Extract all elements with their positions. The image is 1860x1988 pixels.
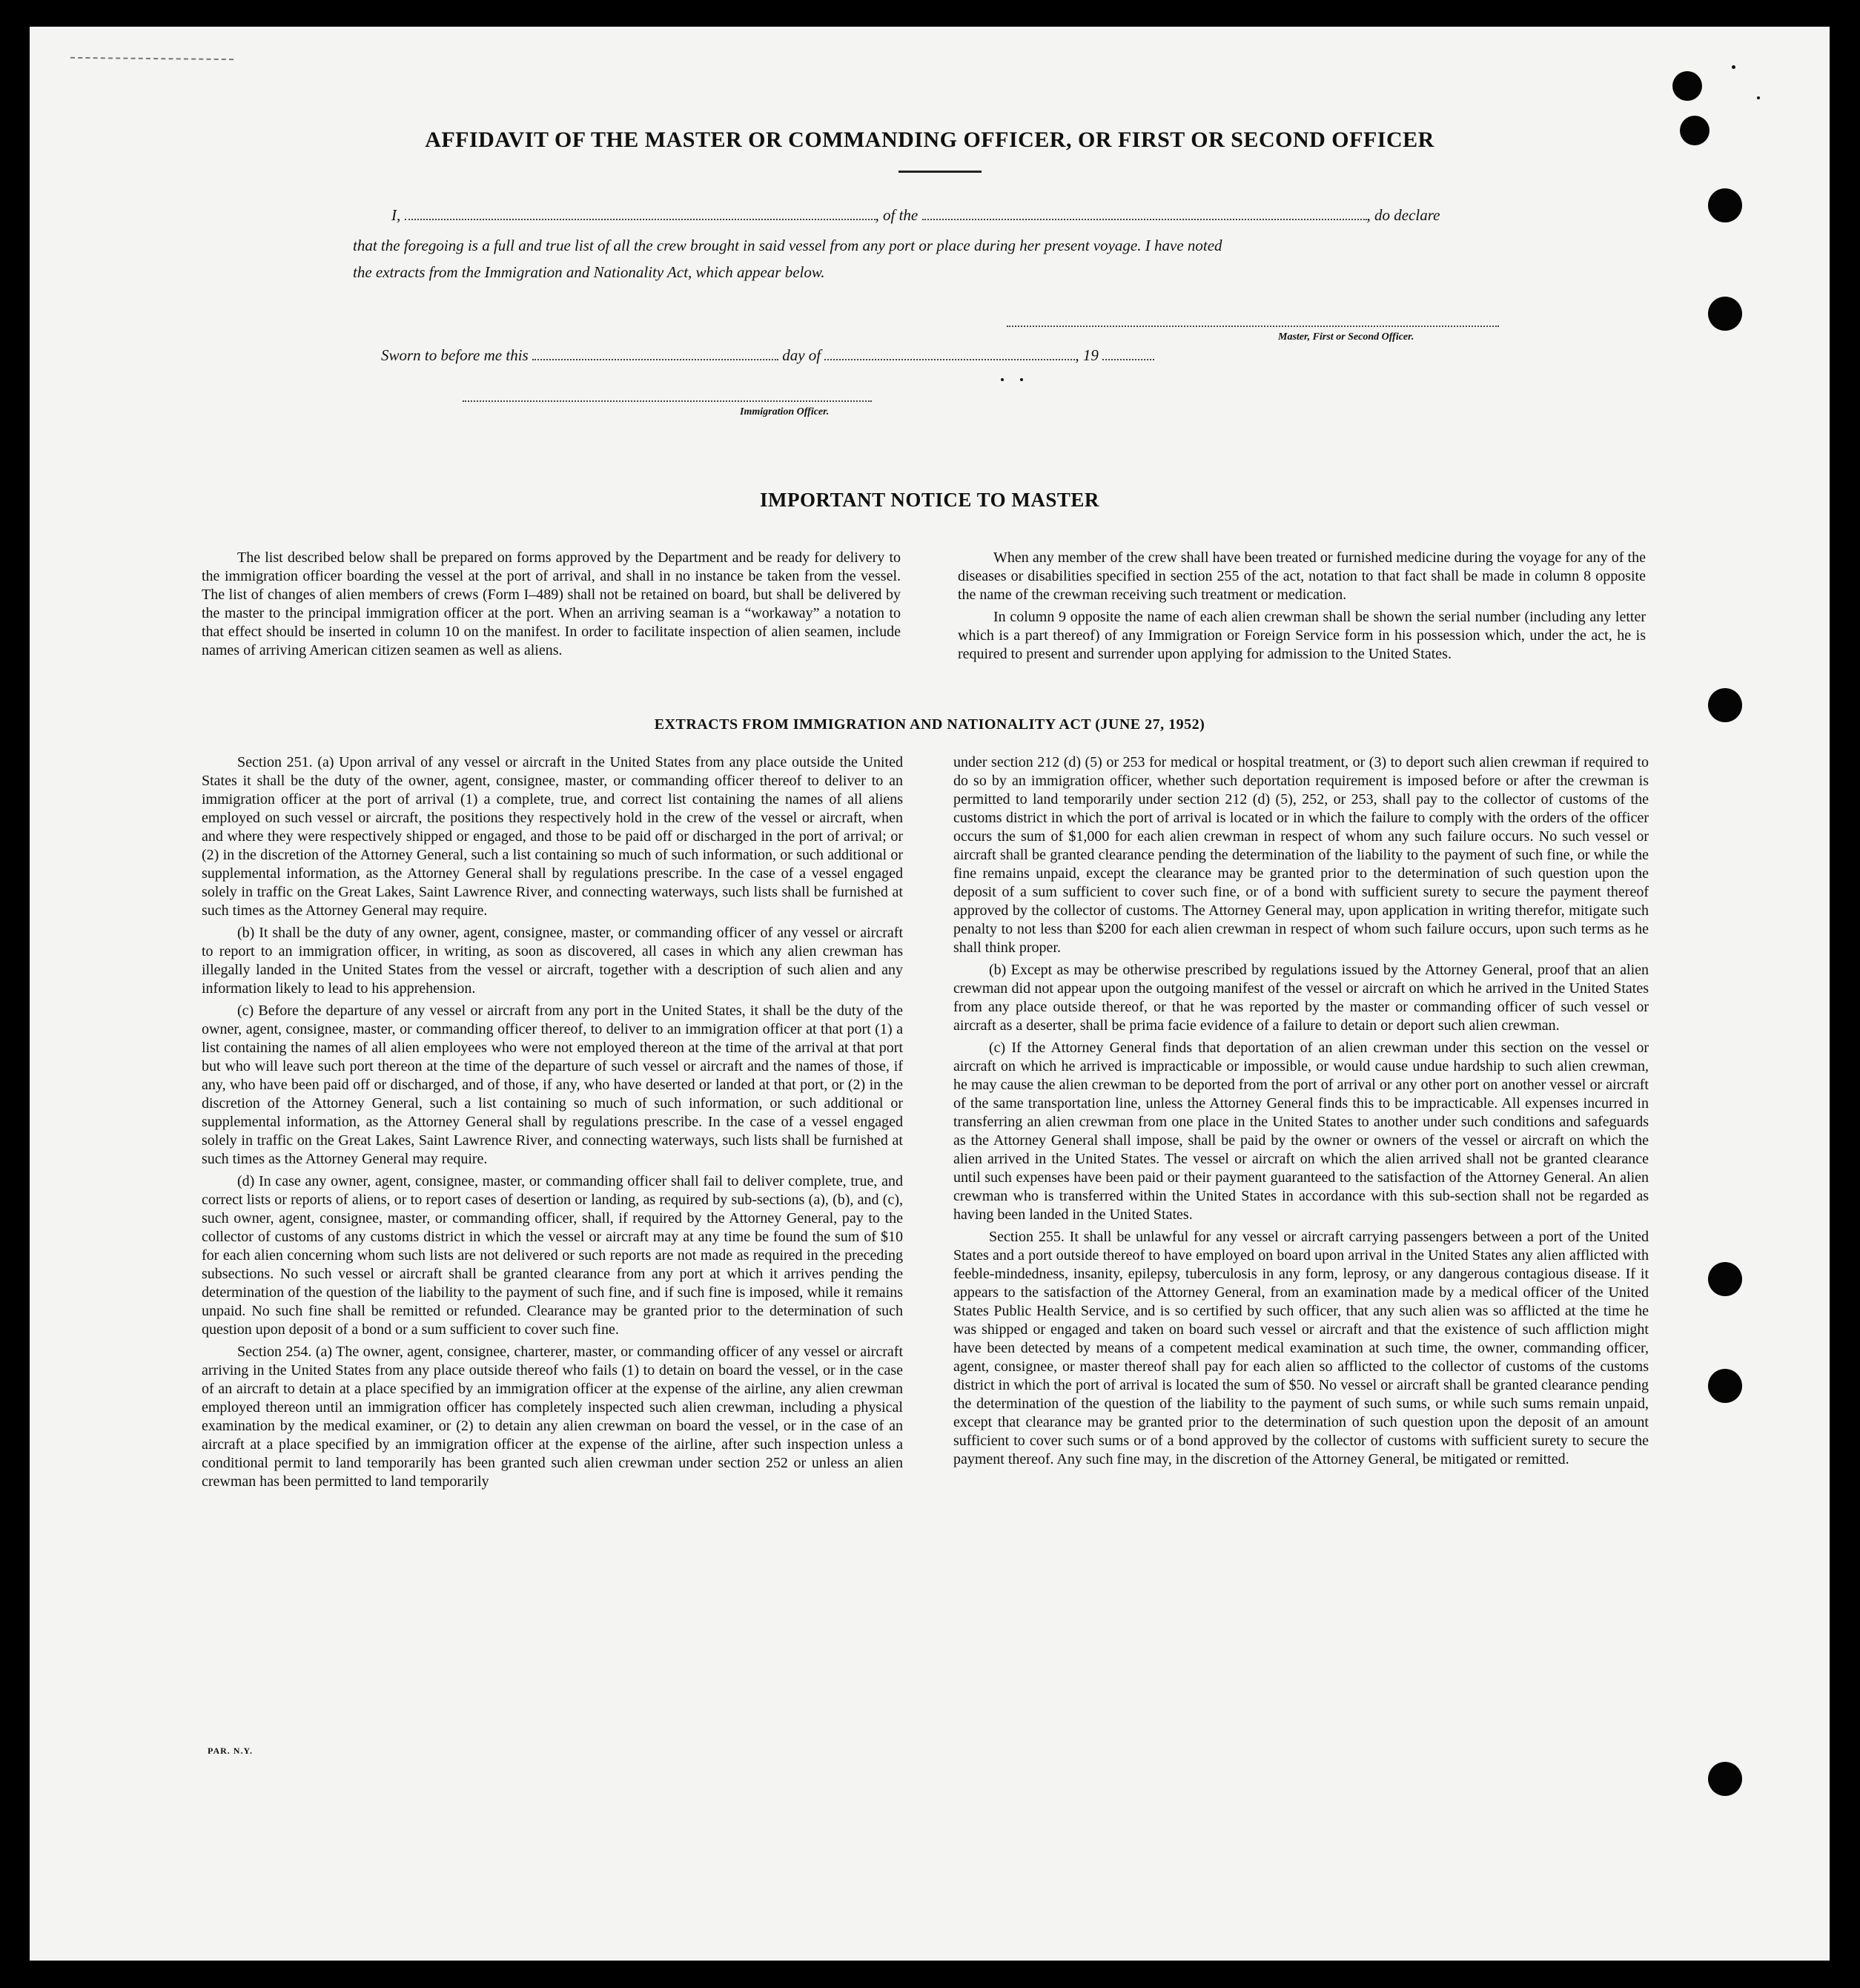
section-254a-continued: under section 212 (d) (5) or 253 for medical or hospital treatment, or (3) to deport such alien crewman if required to do so by an immigration officer, whether such deportation requirement is imposed before or after the crewman is permitted to land temporarily under section 212 (d) (5), 252, or 253, shall pay to the collector of customs of the customs district in which the port of arrival is located or in which the failure to comply with the orders of the officer occurs the sum of $1,000 for each alien crewman in respect of whom any such failure occurs. No such vessel or aircraft shall be granted clearance pending the determination of the liability to the payment of such fine, or while the fine remains unpaid, except the clearance may be granted prior to the determination of such question upon the deposit of a sum sufficient to cover such fine, or of a bond with sufficient surety to secure the payment thereof approved by the collector of customs. The Attorney General may, upon application in writing therefor, mitigate such penalty to not less than $200 for each alien crewman in respect of whom such failure occurs, upon such terms as he shall think proper. (953, 754, 1649, 956)
section-251a: Section 251. (a) Upon arrival of any vessel or aircraft in the United States from any place outside the United States it shall be the duty of the owner, agent, consignee, master, or commanding officer thereof to deliver to an immigration officer at the port of arrival (1) a complete, true, and correct list containing the names of all aliens employed on such vessel or aircraft, the positions they respectively hold in the crew of the vessel or aircraft, when and where they were respectively shipped or engaged, and those to be paid off or discharged in the port of arrival; or (2) in the discretion of the Attorney General, such a list containing so much of such information, or such additional or supplemental information, as the Attorney General shall by regulations prescribe. In the case of a vessel engaged solely in traffic on the Great Lakes, Saint Lawrence River, and connecting waterways, such lists shall be furnished at such times as the Attorney General may require. (202, 754, 903, 919)
day-of-label: day of (782, 346, 821, 364)
master-signature-field[interactable] (1007, 326, 1499, 327)
section-254a: Section 254. (a) The owner, agent, consignee, charterer, master, or commanding officer of any vessel or aircraft arriving in the United States from any place outside thereof who fails (1) to detain on board the vessel, or in the case of an aircraft to detain at a place specified by an immigration officer at the expense of the airline, any alien crewman employed thereon until an immigration officer has completely inspected such alien crewman, including a physical examination by the medical examiner, or (2) to detain any alien crewman on board the vessel, or in the case of an aircraft at a place specified by an immigration officer at the expense of the airline, after such inspection unless a conditional permit to land temporarily has been granted such alien crewman under section 252 or unless an alien crewman has been permitted to land temporarily (202, 1344, 903, 1490)
declarant-line (391, 206, 1440, 225)
vessel-name-field[interactable] (922, 208, 1367, 220)
sworn-line (381, 346, 1154, 365)
section-255: Section 255. It shall be unlawful for any vessel or aircraft carrying passengers between a port of the United States and a port outside thereof to have employed on board upon arrival in the United States any alien afflicted with feeble-mindedness, insanity, epilepsy, tuberculosis in any form, leprosy, or any dangerous contagious disease. If it appears to the satisfaction of the Attorney General, from an examination made by a medical officer of the United States Public Health Service, and is so certified by such officer, that any such alien was so afflicted at the time he was shipped or engaged and taken on board such vessel or aircraft and that the existence of such affliction might have been detected by means of a competent medical examination at such time, the owner, commanding officer, agent, consignee, or master thereof shall pay for each alien so afflicted to the collector of customs of the customs district in which the port of arrival is located the sum of $50. No vessel or aircraft shall be granted clearance pending the determination of the question of the liability to the payment of such sums, or while such sums remain unpaid, except that clearance may be granted prior to the determination of such question upon the deposit of an amount sufficient to cover such sums or of a bond approved by the collector of customs with sufficient surety to secure the payment thereof. Any such fine may, in the discretion of the Attorney General, be mitigated or remitted. (953, 1229, 1649, 1467)
punch-hole (1708, 1369, 1742, 1403)
declarant-prefix: I, (391, 206, 401, 224)
year-label: , 19 (1075, 346, 1099, 364)
punch-hole (1708, 1762, 1742, 1796)
affidavit-title: AFFIDAVIT OF THE MASTER OR COMMANDING OFFICER, OR FIRST OR SECOND OFFICER (425, 128, 1434, 152)
punch-hole (1708, 1262, 1742, 1296)
document-page (30, 27, 1830, 1961)
section-251c: (c) Before the departure of any vessel or aircraft from any port in the United States, it shall be the duty of the owner, agent, consignee, master, or commanding officer thereof, to deliver to an immigration officer at that port (1) a list containing the names of all alien employees who were not employed thereon at the time of the arrival at that port but who will leave such port thereon at the time of the departure of such vessel or aircraft and the names of those, if any, who have been paid off or discharged, and of those, if any, who have deserted or landed at that port, or (2) in the discretion of the Attorney General, such a list containing so much of such information, or such additional or supplemental information, as the Attorney General shall by regulations prescribe. In the case of a vessel engaged solely in traffic on the Great Lakes, Saint Lawrence River, and connecting waterways, such lists shall be furnished at such times as the Attorney General may require. (202, 1003, 903, 1167)
punch-hole (1680, 116, 1710, 145)
do-declare-label: , do declare (1366, 206, 1440, 224)
pencil-mark (70, 57, 234, 65)
extracts-left-column (202, 753, 903, 1495)
punch-hole (1708, 688, 1742, 722)
notice-left-column (202, 549, 901, 664)
title-rule (898, 171, 982, 173)
sworn-day-field[interactable] (532, 349, 778, 360)
notice-right-column (958, 549, 1646, 667)
scan-speck (1732, 65, 1735, 69)
extracts-right-column (953, 753, 1649, 1473)
declarant-name-field[interactable] (405, 208, 876, 220)
section-254b: (b) Except as may be otherwise prescribed by regulations issued by the Attorney General, proof that an alien crewman did not appear upon the outgoing manifest of the vessel or aircraft on which he arrived in the United States from any place outside thereof, or that he was reported by the master or commanding officer of such vessel or aircraft as a deserter, shall be prima facie evidence of a failure to detain or deport such alien crewman. (953, 962, 1649, 1034)
affidavit-statement-line: that the foregoing is a full and true list of all the crew brought in said vessel from any port or place during her present voyage. I have noted (353, 237, 1222, 254)
section-251b: (b) It shall be the duty of any owner, agent, consignee, master, or commanding officer of any vessel or aircraft to report to an immigration officer, in writing, as soon as discovered, all cases in which any alien crewman has illegally landed in the United States from the vessel or aircraft, together with a description of such alien and any information likely to lead to his apprehension. (202, 925, 903, 997)
officer-signature-caption: Immigration Officer. (740, 406, 830, 417)
sworn-prefix: Sworn to before me this (381, 346, 529, 364)
of-the-label: , of the (875, 206, 919, 224)
scan-speck (1020, 378, 1023, 381)
scan-speck (1757, 96, 1760, 99)
master-signature-caption: Master, First or Second Officer. (1278, 331, 1414, 343)
extracts-title: EXTRACTS FROM IMMIGRATION AND NATIONALITY ACT (JUNE 27, 1952) (654, 716, 1205, 733)
notice-title: IMPORTANT NOTICE TO MASTER (760, 489, 1099, 511)
section-251d: (d) In case any owner, agent, consignee, master, or commanding officer shall fail to deliver complete, true, and correct lists or reports of aliens, or to report cases of desertion or landing, as required by sub-sections (a), (b), and (c), such owner, agent, consignee, master, or commanding officer, shall, if required by the Attorney General, pay to the collector of customs of any customs district in which the vessel or aircraft may at any time be found the sum of $10 for each alien concerning whom such lists are not delivered or such reports are not made as required in the preceding subsections. No such vessel or aircraft shall be granted clearance from any port at which it arrives pending the determination of the question of the liability to the payment of such fine, and if such fine is imposed, while it remains unpaid. No such fine shall be remitted or refunded. Clearance may be granted prior to the determination of such question upon deposit of a bond or a sum sufficient to cover such fine. (202, 1173, 903, 1338)
officer-signature-field[interactable] (463, 400, 872, 402)
section-254c: (c) If the Attorney General finds that deportation of an alien crewman under this section on the vessel or aircraft on which he arrived is impracticable or impossible, or would cause undue hardship to such alien crewman, he may cause the alien crewman to be deported from the port of arrival or any other port on another vessel or aircraft of the same transportation line, unless the Attorney General finds this to be impracticable. All expenses incurred in transferring an alien crewman from one place in the United States to another under such conditions and safeguards as the Attorney General shall impose, shall be paid by the owner or owners of the vessel or aircraft on which the alien arrived in the United States. The vessel or aircraft on which the alien arrived shall not be granted clearance until such expenses have been paid or their payment guaranteed to the satisfaction of the Attorney General. An alien crewman who is transferred within the United States in accordance with this sub-section shall not be regarded as having been landed in the United States. (953, 1040, 1649, 1223)
affidavit-statement-line: the extracts from the Immigration and Nationality Act, which appear below. (353, 263, 825, 281)
notice-paragraph: The list described below shall be prepared on forms approved by the Department and be ready for delivery to the immigration officer boarding the vessel at the port of arrival, and shall in no instance be taken from the vessel. The list of changes of alien members of crews (Form I–489) shall not be retained on board, but shall be delivered by the master to the principal immigration officer at the port. When an arriving seaman is a “workaway” a notation to that effect should be inserted in column 10 on the manifest. In order to facilitate inspection of alien seamen, include names of arriving American citizen seamen as well as aliens. (202, 549, 901, 658)
notice-paragraph: In column 9 opposite the name of each alien crewman shall be shown the serial number (including any letter which is a part thereof) of any Immigration or Foreign Service form in his possession which, under the act, he is required to present and surrender upon applying for admission to the United States. (958, 609, 1646, 662)
sworn-year-field[interactable] (1102, 349, 1154, 360)
sworn-month-field[interactable] (824, 349, 1075, 360)
scan-speck (1001, 378, 1004, 381)
notice-paragraph: When any member of the crew shall have been treated or furnished medicine during the voyage for any of the diseases or disabilities specified in section 255 of the act, notation to that fact shall be made in column 8 opposite the name of the crewman receiving such treatment or medication. (958, 549, 1646, 603)
punch-hole (1708, 188, 1742, 222)
punch-hole (1708, 297, 1742, 331)
printer-mark: PAR. N.Y. (208, 1746, 254, 1756)
punch-hole (1672, 71, 1702, 101)
